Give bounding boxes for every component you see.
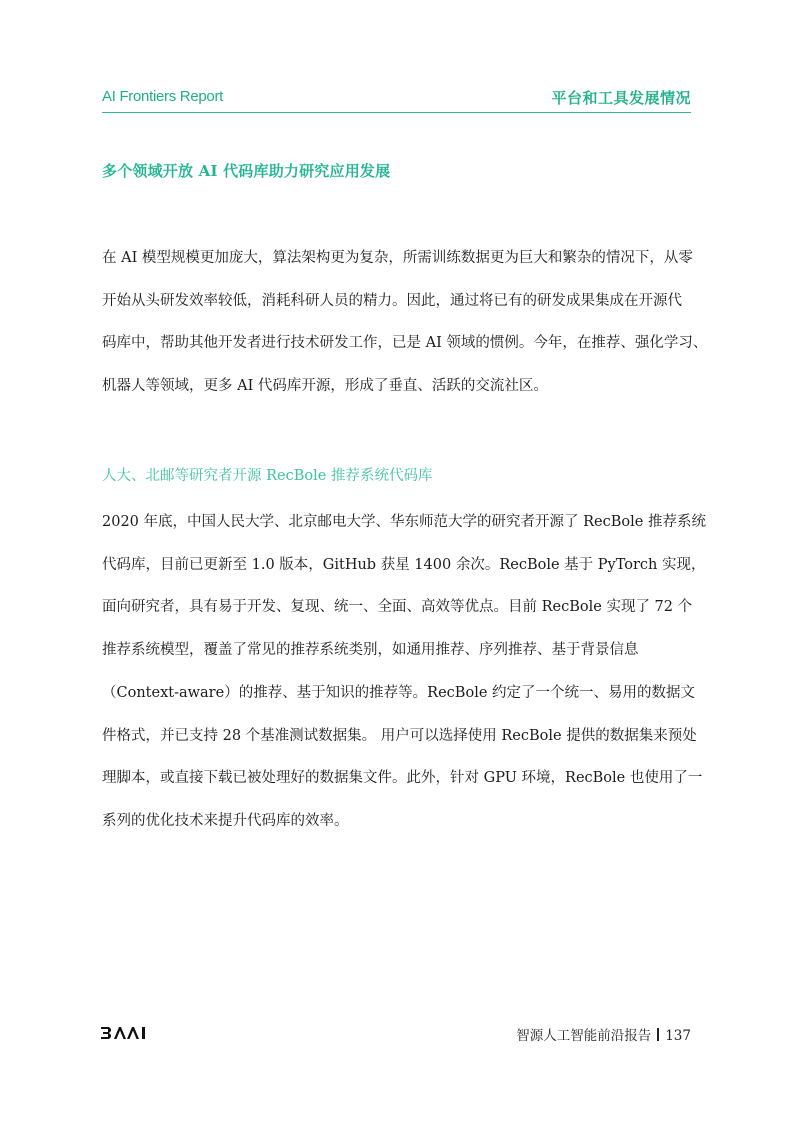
page-number: 137 (665, 1028, 691, 1044)
paragraph-line: 机器人等领域，更多 AI 代码库开源，形成了垂直、活跃的交流社区。 (102, 378, 548, 395)
paragraph-line: （Context-aware）的推荐、基于知识的推荐等。RecBole 约定了一个统一、易用的数据文 (102, 684, 696, 701)
paragraph-line: 码库中，帮助其他开发者进行技术研发工作，已是 AI 领域的惯例。今年，在推荐、强化学习、 (102, 335, 708, 352)
report-title: AI Frontiers Report (102, 88, 224, 105)
paragraph-line: 理脚本，或直接下载已被处理好的数据集文件。此外，针对 GPU 环境，RecBole 也使用了一 (102, 770, 703, 787)
divider (657, 1028, 659, 1041)
paragraph-line: 系列的优化技术来提升代码库的效率。 (102, 812, 349, 829)
subsection-title: 人大、北邮等研究者开源 RecBole 推荐系统代码库 (102, 468, 433, 484)
paragraph-line: 2020 年底，中国人民大学、北京邮电大学、华东师范大学的研究者开源了 RecBole 推荐系统 (102, 514, 706, 530)
report-name: 智源人工智能前沿报告 (516, 1028, 652, 1044)
recbole-paragraph (102, 501, 706, 843)
paragraph-line: 开始从头研发效率较低，消耗科研人员的精力。因此，通过将已有的研发成果集成在开源代 (102, 292, 682, 309)
paragraph-line: 件格式，并已支持 28 个基准测试数据集。 用户可以选择使用 RecBole 提供的数据集来预处 (102, 727, 697, 744)
intro-paragraph (102, 237, 708, 408)
paragraph-line: 在 AI 模型规模更加庞大，算法架构更为复杂，所需训练数据更为巨大和繁杂的情况下，从零 (102, 250, 693, 266)
paragraph-line: 面向研究者，具有易于开发、复现、统一、全面、高效等优点。目前 RecBole 实现了 72 个 (102, 599, 693, 616)
section-title: 多个领域开放 AI 代码库助力研究应用发展 (102, 162, 391, 180)
page-footer (516, 1024, 691, 1044)
baai-logo-icon (100, 1024, 150, 1042)
paragraph-line: 代码库，目前已更新至 1.0 版本，GitHub 获星 1400 余次。RecBole 基于 PyTorch 实现， (102, 556, 706, 573)
page-header (102, 86, 691, 113)
chapter-title: 平台和工具发展情况 (551, 89, 691, 107)
paragraph-line: 推荐系统模型，覆盖了常见的推荐系统类别，如通用推荐、序列推荐、基于背景信息 (102, 642, 639, 659)
